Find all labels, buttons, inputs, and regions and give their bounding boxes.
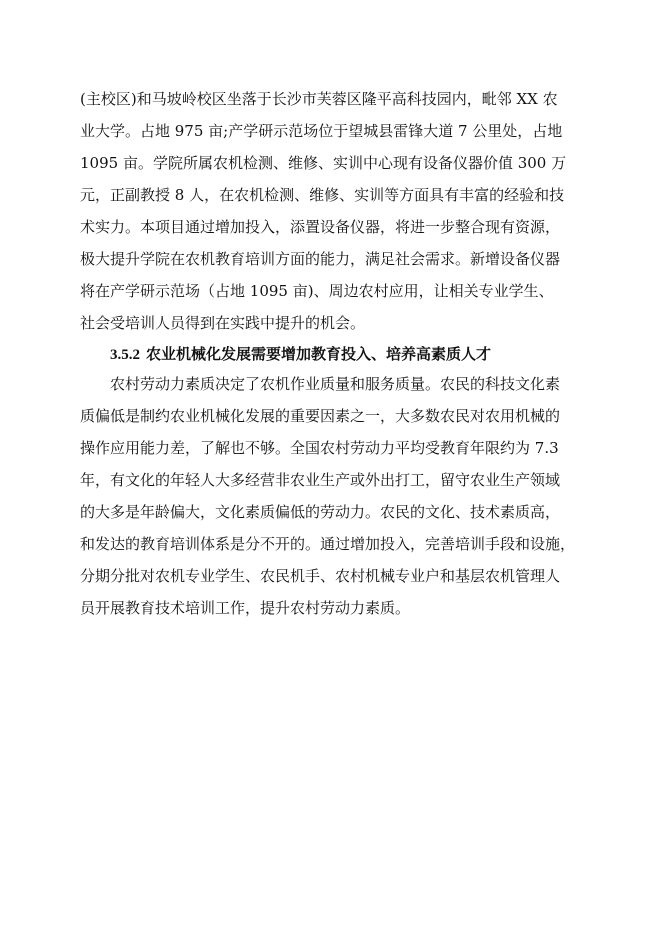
section-number: 3.5.2 <box>110 347 140 363</box>
paragraph-2-line-7: 分期分批对农机专业学生、农民机手、农村机械专业户和基层农机管理人 <box>80 567 561 585</box>
paragraph-1-line-1: (主校区)和马坡岭校区坐落于长沙市芙蓉区隆平高科技园内，毗邻 XX 农 <box>80 90 558 108</box>
paragraph-1-line-4: 元，正副教授 8 人，在农机检测、维修、实训等方面具有丰富的经验和技 <box>80 186 565 204</box>
paragraph-2-line-8: 员开展教育技术培训工作，提升农村劳动力素质。 <box>80 599 411 617</box>
paragraph-2-line-1: 农村劳动力素质决定了农机作业质量和服务质量。农民的科技文化素 <box>110 375 561 393</box>
paragraph-1-line-2: 业大学。占地 975 亩;产学研示范场位于望城县雷锋大道 7 公里处，占地 <box>80 122 563 140</box>
section-heading <box>110 344 491 365</box>
paragraph-1-line-5: 术实力。本项目通过增加投入，添置设备仪器，将进一步整合现有资源， <box>80 218 561 236</box>
paragraph-2-line-5: 的大多是年龄偏大，文化素质偏低的劳动力。农民的文化、技术素质高， <box>80 503 561 521</box>
paragraph-1-line-7: 将在产学研示范场（占地 1095 亩)、周边农村应用，让相关专业学生、 <box>80 282 554 300</box>
section-title: 农业机械化发展需要增加教育投入、培养高素质人才 <box>146 345 492 363</box>
paragraph-2-line-6: 和发达的教育培训体系是分不开的。通过增加投入，完善培训手段和设施， <box>80 535 576 553</box>
paragraph-2-line-3: 操作应用能力差，了解也不够。全国农村劳动力平均受教育年限约为 7.3 <box>80 439 559 457</box>
paragraph-2-line-2: 质偏低是制约农业机械化发展的重要因素之一，大多数农民对农用机械的 <box>80 407 561 425</box>
paragraph-2-line-4: 年，有文化的年轻人大多经营非农业生产或外出打工，留守农业生产领域 <box>80 471 561 489</box>
paragraph-1-line-8: 社会受培训人员得到在实践中提升的机会。 <box>80 314 366 332</box>
paragraph-1-line-6: 极大提升学院在农机教育培训方面的能力，满足社会需求。新增设备仪器 <box>80 250 561 268</box>
paragraph-1-line-3: 1095 亩。学院所属农机检测、维修、实训中心现有设备仪器价值 300 万 <box>80 154 567 172</box>
